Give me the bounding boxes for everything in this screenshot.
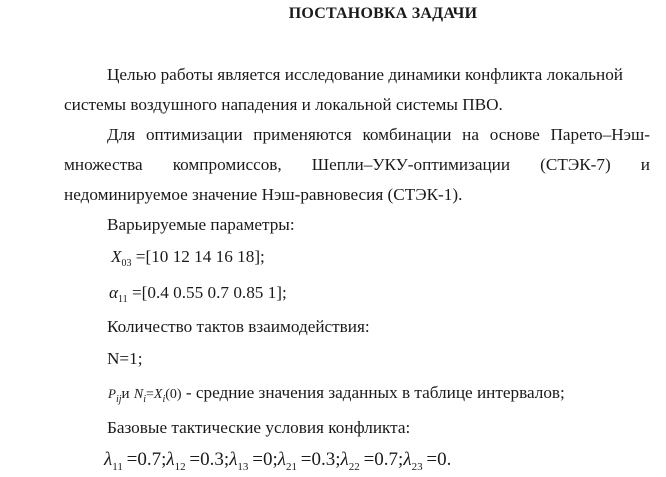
word: оптимизации xyxy=(145,125,243,144)
lambda-value: =0; xyxy=(248,449,278,470)
n-symbol: N xyxy=(133,387,144,402)
lambda-value: =0.7; xyxy=(122,449,167,470)
lambda-subscript: 11 xyxy=(112,461,123,473)
word: компромиссов, xyxy=(172,155,282,174)
lambda-symbol: λ xyxy=(277,449,286,470)
x03-formula xyxy=(111,247,265,274)
lambda-subscript: 21 xyxy=(285,461,297,473)
lambda-value: =0. xyxy=(422,449,452,470)
alpha-subscript: 11 xyxy=(118,294,128,305)
lambda-symbol: λ xyxy=(340,449,349,470)
pij-line xyxy=(108,383,565,410)
conjunction: и xyxy=(121,386,130,402)
xi-subscript: i xyxy=(162,394,166,405)
alpha11-formula xyxy=(109,283,287,310)
x03-value: =[10 12 14 16 18]; xyxy=(135,247,265,266)
word: и xyxy=(640,155,650,174)
lambda-symbol: λ xyxy=(403,449,412,470)
x-subscript: 03 xyxy=(121,258,132,269)
paragraph-2-line-1 xyxy=(107,125,650,145)
alpha-symbol: α xyxy=(109,283,119,302)
lambda-subscript: 12 xyxy=(174,461,186,473)
word: Парето–Нэш- xyxy=(550,125,650,144)
word: на xyxy=(462,125,479,144)
paragraph-1-line-1: Целью работы является исследование динамики конфликта локальной xyxy=(107,65,624,84)
word: основе xyxy=(489,125,540,144)
word: Для xyxy=(107,125,136,144)
lambda-symbol: λ xyxy=(229,449,238,470)
lambda-subscript: 13 xyxy=(237,461,249,473)
xi-symbol: X xyxy=(153,387,163,402)
document-title: ПОСТАНОВКА ЗАДАЧИ xyxy=(288,5,478,22)
xi-argument: (0) xyxy=(165,387,182,402)
paragraph-1-line-2: системы воздушного нападения и локальной системы ПВО. xyxy=(64,95,503,114)
equals-sign: = xyxy=(145,387,154,402)
p-symbol: P xyxy=(108,386,116,401)
pij-description: - средние значения заданных в таблице интервалов; xyxy=(181,383,565,402)
alpha11-value: =[0.4 0.55 0.7 0.85 1]; xyxy=(131,283,287,302)
lambda-value: =0.7; xyxy=(359,449,404,470)
word: множества xyxy=(64,155,143,174)
paragraph-2-line-3: недоминируемое значение Нэш-равновесия (СТЭК-1). xyxy=(64,185,463,204)
paragraph-2-line-2 xyxy=(64,155,650,175)
varied-params-label: Варьируемые параметры: xyxy=(107,215,295,234)
lambda-formula xyxy=(104,450,451,477)
lambda-symbol: λ xyxy=(166,449,175,470)
x-symbol: X xyxy=(111,247,122,266)
n-value: N=1; xyxy=(107,349,143,368)
lambda-subscript: 23 xyxy=(411,461,423,473)
p-subscript: ij xyxy=(115,394,122,405)
lambda-symbol: λ xyxy=(104,449,113,470)
lambda-value: =0.3; xyxy=(296,449,341,470)
lambda-value: =0.3; xyxy=(185,449,230,470)
tacts-label: Количество тактов взаимодействия: xyxy=(107,317,370,336)
lambda-subscript: 22 xyxy=(348,461,360,473)
base-conditions-label: Базовые тактические условия конфликта: xyxy=(107,418,411,437)
n-subscript: i xyxy=(143,394,146,405)
word: комбинации xyxy=(362,125,452,144)
word: Шепли–УКУ-оптимизации xyxy=(311,155,511,174)
word: (СТЭК-7) xyxy=(540,155,611,174)
word: применяются xyxy=(253,125,352,144)
